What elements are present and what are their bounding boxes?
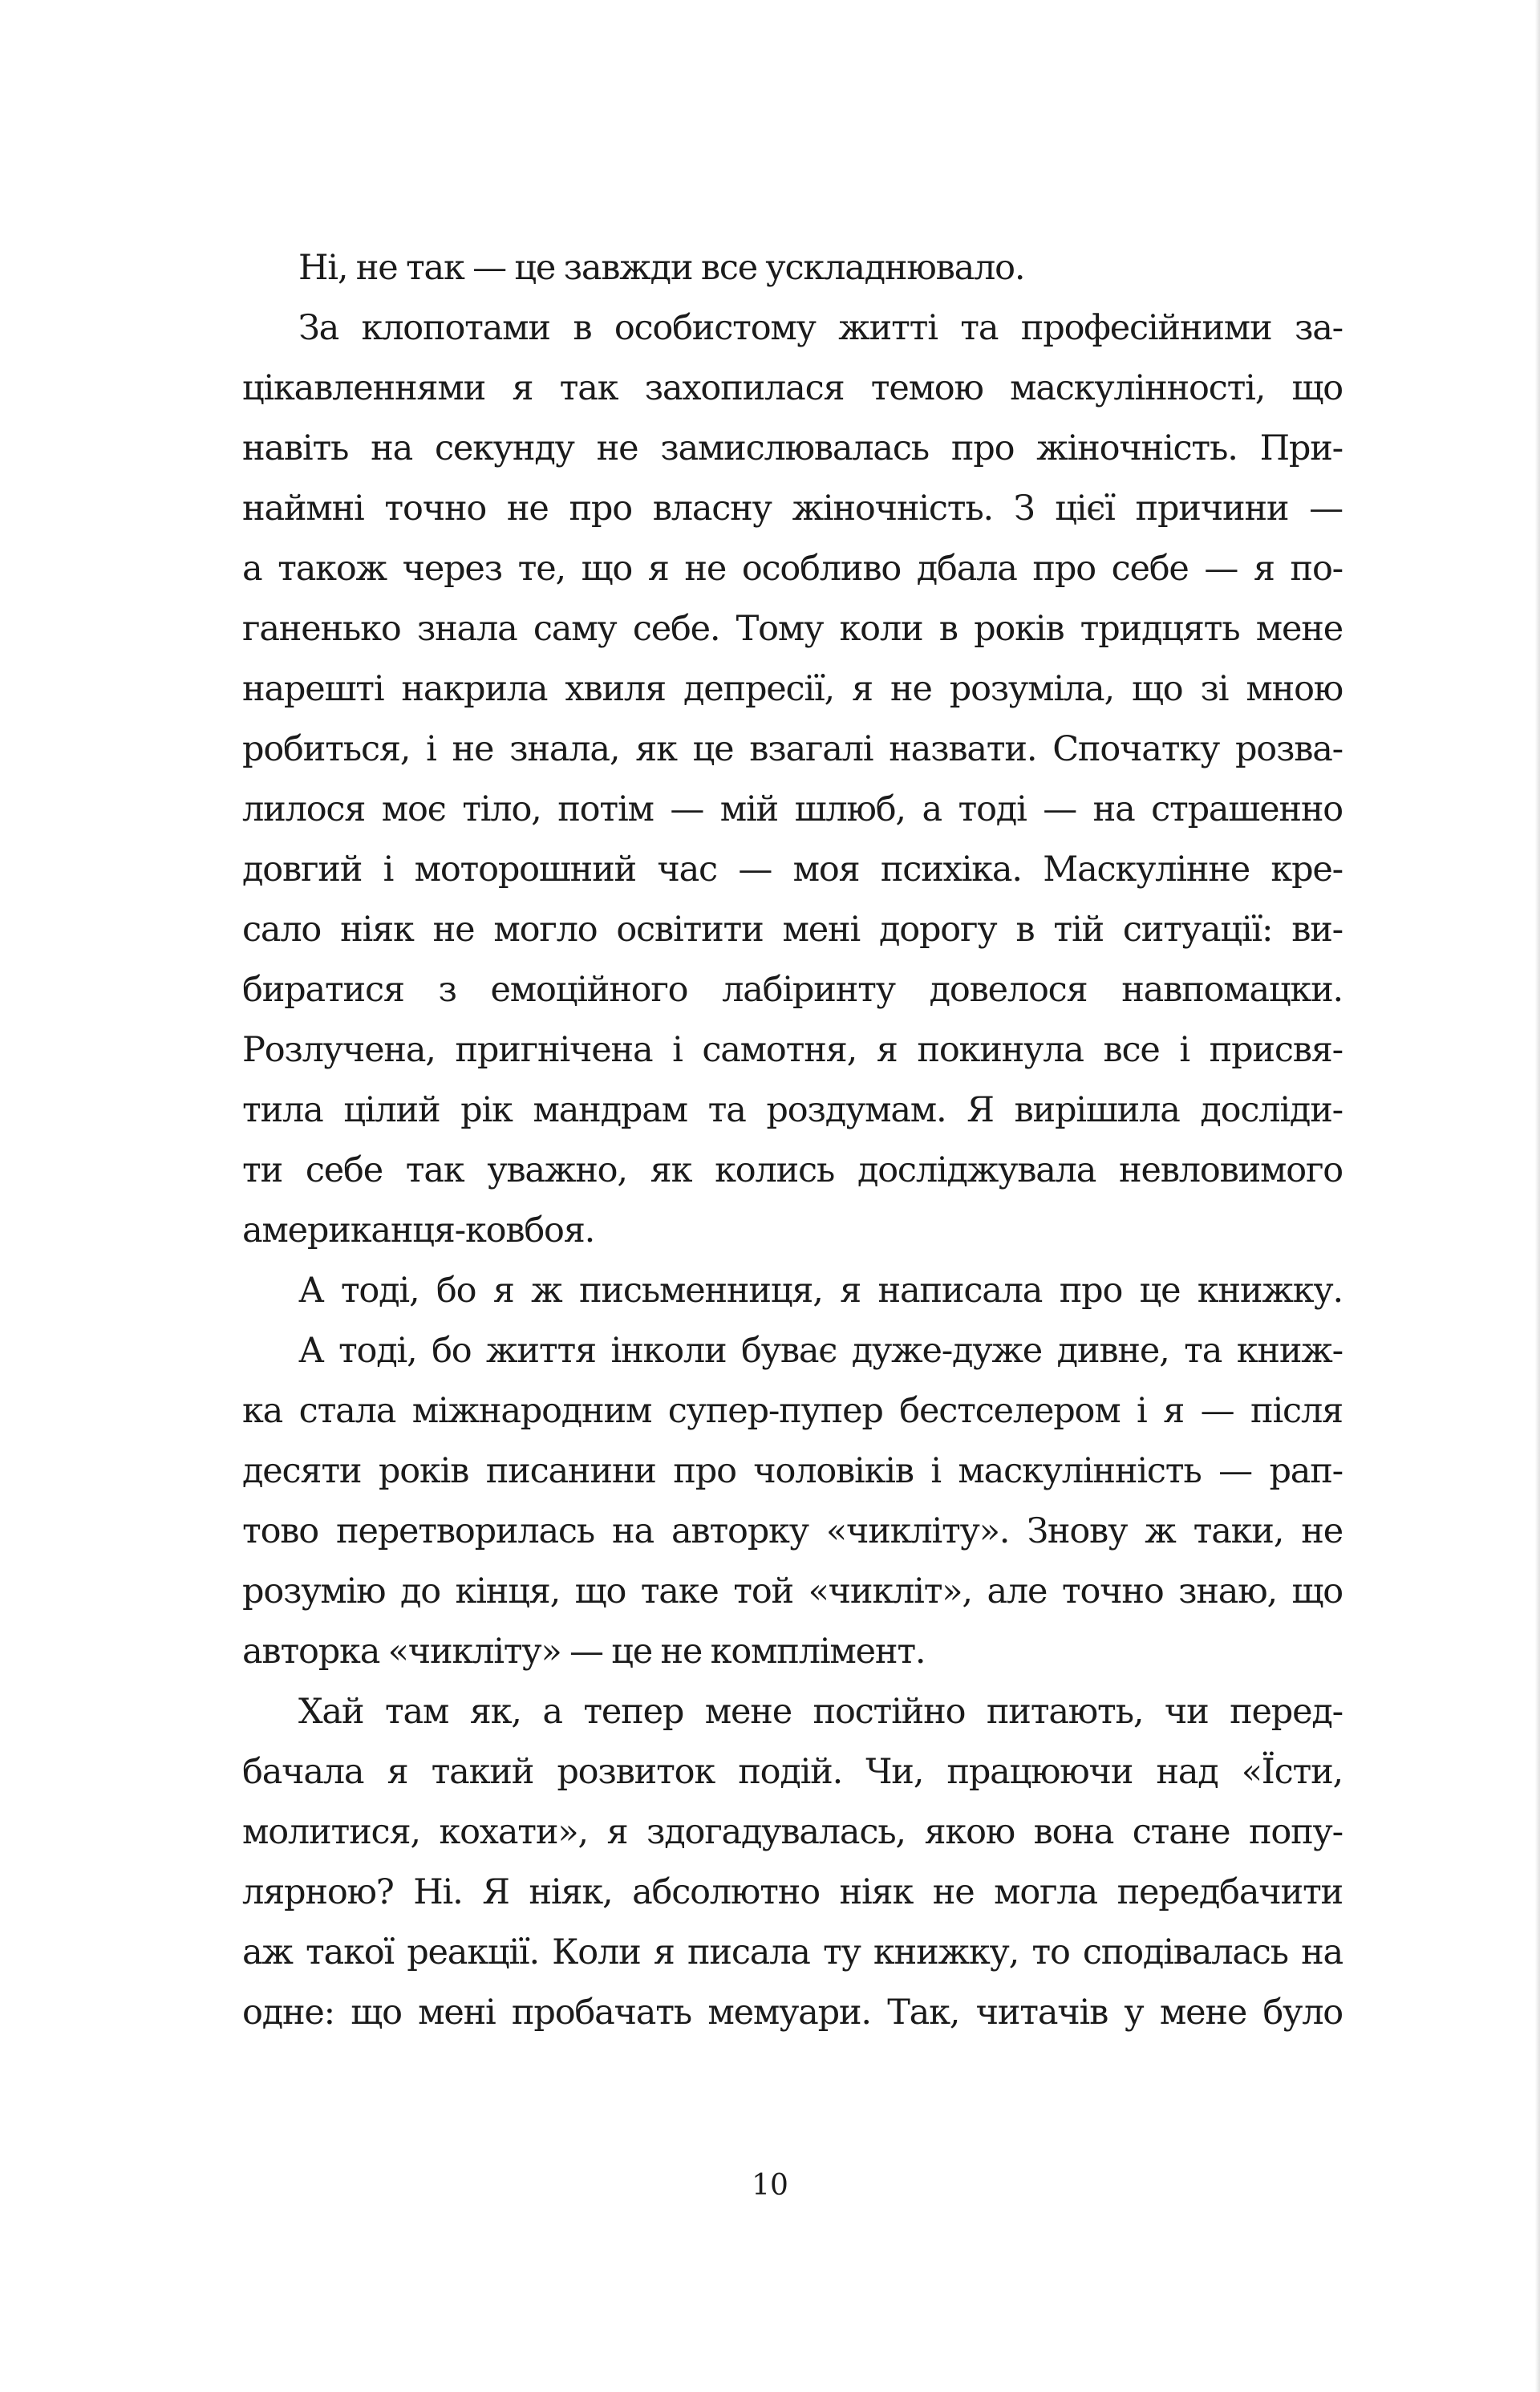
text-line: бачала я такий розвиток подій. Чи, працюючи над «Їсти, (242, 1752, 1343, 1792)
text-line: цікавленнями я так захопилася темою маскулінності, що (242, 368, 1343, 408)
text-line: Розлучена, пригнічена і самотня, я покинула все і присвя- (242, 1030, 1343, 1070)
text-line: авторка «чикліту» — це не комплімент. (242, 1632, 926, 1672)
text-line: ка стала міжнародним супер-пупер бестселером і я — після (242, 1391, 1343, 1431)
text-line: одне: що мені пробачать мемуари. Так, читачів у мене було (242, 1993, 1343, 2033)
page-body-text (242, 238, 1343, 2043)
text-line: робиться, і не знала, як це взагалі назвати. Спочатку розва- (242, 729, 1343, 769)
text-line: наймні точно не про власну жіночність. З цієї причини — (242, 489, 1343, 529)
text-line: ти себе так уважно, як колись досліджувала невловимого (242, 1150, 1343, 1190)
text-line: Хай там як, а тепер мене постійно питають, чи перед- (298, 1692, 1343, 1732)
page-edge-shadow (1535, 0, 1540, 2392)
text-line: тово перетворилась на авторку «чикліту». Знову ж таки, не (242, 1511, 1343, 1551)
text-line: А тоді, бо я ж письменниця, я написала про це книжку. (298, 1271, 1343, 1311)
text-line: тила цілий рік мандрам та роздумам. Я вирішила дослiди- (242, 1090, 1343, 1130)
text-line: аж такої реакції. Коли я писала ту книжку, то сподівалась на (242, 1932, 1343, 1972)
text-line: сало ніяк не могло освітити мені дорогу в тій ситуації: ви- (242, 910, 1343, 950)
text-line: а також через те, що я не особливо дбала про себе — я по- (242, 549, 1343, 589)
page-number: 10 (752, 2169, 788, 2202)
text-line: десяти років писанини про чоловіків і маскулінність — рап- (242, 1451, 1343, 1491)
text-line: А тоді, бо життя інколи буває дуже-дуже дивне, та книж- (298, 1331, 1343, 1371)
text-line: лярною? Ні. Я ніяк, абсолютно ніяк не могла передбачити (242, 1872, 1343, 1912)
text-line: За клопотами в особистому житті та професійними за- (298, 308, 1343, 348)
text-line: биратися з емоційного лабіринту довелося навпомацки. (242, 970, 1343, 1010)
text-line: нарешті накрила хвиля депресії, я не розуміла, що зі мною (242, 669, 1343, 709)
text-line: ганенько знала саму себе. Тому коли в років тридцять мене (242, 609, 1343, 649)
text-line: американця-ковбоя. (242, 1210, 595, 1251)
text-line: Ні, не так — це завжди все ускладнювало. (298, 248, 1025, 288)
text-line: молитися, кохати», я здогадувалась, якою вона стане попу- (242, 1812, 1343, 1852)
text-line: розумію до кінця, що таке той «чикліт», але точно знаю, що (242, 1571, 1343, 1612)
text-line: лилося моє тіло, потім — мій шлюб, а тоді — на страшенно (242, 789, 1343, 829)
text-line: навіть на секунду не замислювалась про жіночність. При- (242, 428, 1343, 468)
text-line: довгий і моторошний час — моя психіка. Маскулінне кре- (242, 849, 1343, 890)
